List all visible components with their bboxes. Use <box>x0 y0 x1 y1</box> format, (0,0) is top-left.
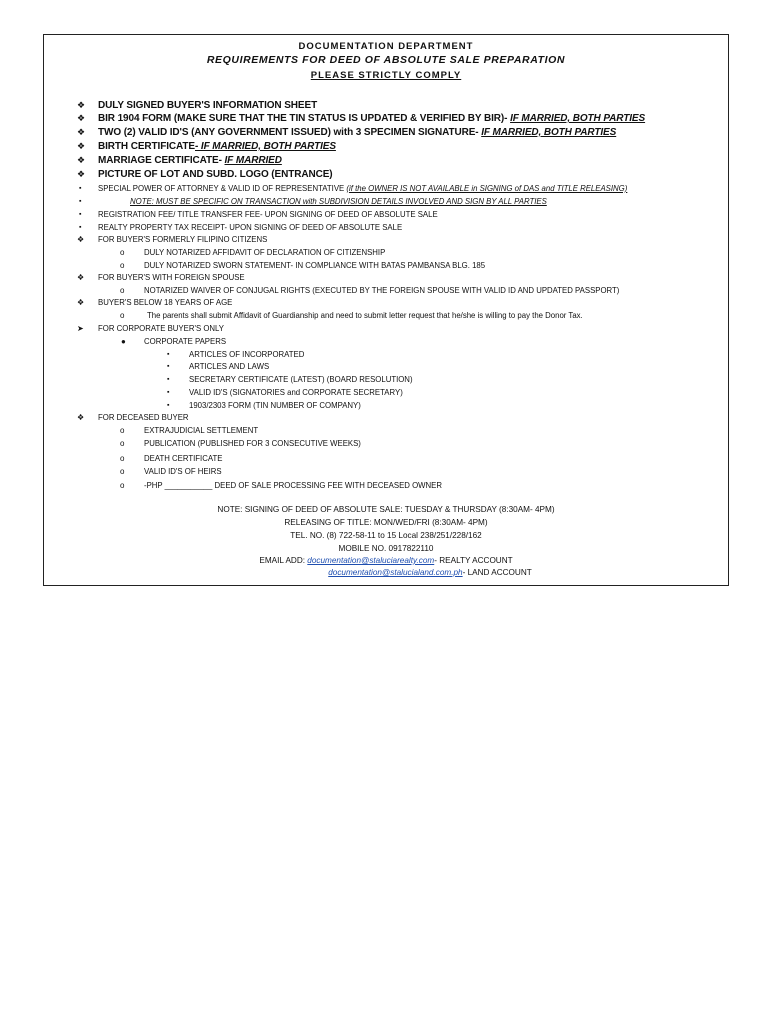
signing-schedule: NOTE: SIGNING OF DEED OF ABSOLUTE SALE: TUESDAY & THURSDAY (8:30AM- 4PM) <box>217 505 555 514</box>
email-realty-suffix: - REALTY ACCOUNT <box>434 556 513 565</box>
square-bullet-icon: ▪ <box>79 224 82 231</box>
requirement-item: BIRTH CERTIFICATE- IF MARRIED, BOTH PARTIES <box>98 141 336 152</box>
square-bullet-icon: ▪ <box>79 198 82 205</box>
email-link-land[interactable]: documentation@stalucialand.com.ph <box>328 568 463 577</box>
requirement-item: SPECIAL POWER OF ATTORNEY & VALID ID OF REPRESENTATIVE (if the OWNER IS NOT AVAILABLE in SIGNING of DAS and TITLE RELEASING) <box>98 184 628 193</box>
circle-bullet-icon: o <box>120 467 125 476</box>
diamond-bullet-icon: ❖ <box>77 155 86 165</box>
section-heading: FOR BUYER'S FORMERLY FILIPINO CITIZENS <box>98 235 268 244</box>
circle-bullet-icon: o <box>120 454 125 463</box>
requirement-item: REALTY PROPERTY TAX RECEIPT- UPON SIGNING OF DEED OF ABSOLUTE SALE <box>98 223 403 232</box>
sub-item: The parents shall submit Affidavit of Guardianship and need to submit letter request that he/she is willing to pay the Donor Tax. <box>147 311 583 320</box>
section-heading: BUYER'S BELOW 18 YEARS OF AGE <box>98 298 233 307</box>
circle-bullet-icon: o <box>120 248 125 257</box>
requirement-item: REGISTRATION FEE/ TITLE TRANSFER FEE- UPON SIGNING OF DEED OF ABSOLUTE SALE <box>98 210 438 219</box>
arrow-bullet-icon: ➤ <box>77 324 84 333</box>
mobile-number: MOBILE NO. 0917822110 <box>338 544 434 553</box>
email-line-realty <box>44 556 728 565</box>
telephone-number: TEL. NO. (8) 722-58-11 to 15 Local 238/251/228/162 <box>290 531 482 540</box>
requirement-note: NOTE: MUST BE SPECIFIC ON TRANSACTION with SUBDIVISION DETAILS INVOLVED AND SIGN BY ALL PARTIES <box>130 197 547 206</box>
requirement-item: PICTURE OF LOT AND SUBD. LOGO (ENTRANCE) <box>98 169 333 180</box>
square-bullet-icon: ▪ <box>167 389 170 396</box>
section-heading: FOR DECEASED BUYER <box>98 413 189 422</box>
releasing-schedule: RELEASING OF TITLE: MON/WED/FRI (8:30AM- 4PM) <box>284 518 488 527</box>
sub-item: DULY NOTARIZED AFFIDAVIT OF DECLARATION OF CITIZENSHIP <box>144 248 386 257</box>
requirements-document <box>43 34 729 586</box>
circle-bullet-icon: o <box>120 261 125 270</box>
corporate-paper-item: 1903/2303 FORM (TIN NUMBER OF COMPANY) <box>189 401 361 410</box>
requirement-item: MARRIAGE CERTIFICATE- IF MARRIED <box>98 155 282 166</box>
sub-item: DEATH CERTIFICATE <box>144 454 223 463</box>
document-title: REQUIREMENTS FOR DEED OF ABSOLUTE SALE PREPARATION <box>206 54 566 66</box>
email-land-suffix: - LAND ACCOUNT <box>462 568 532 577</box>
diamond-bullet-icon: ❖ <box>77 127 86 137</box>
square-bullet-icon: ▪ <box>167 402 170 409</box>
department-heading: DOCUMENTATION DEPARTMENT <box>298 41 474 52</box>
sub-item: VALID ID'S OF HEIRS <box>144 467 222 476</box>
email-line-land <box>44 568 728 577</box>
requirement-item: TWO (2) VALID ID'S (ANY GOVERNMENT ISSUED) with 3 SPECIMEN SIGNATURE- IF MARRIED, BOTH PARTIES <box>98 127 617 138</box>
square-bullet-icon: ▪ <box>167 363 170 370</box>
corporate-paper-item: VALID ID'S (SIGNATORIES and CORPORATE SECRETARY) <box>189 388 403 397</box>
diamond-bullet-icon: ❖ <box>77 113 86 123</box>
circle-bullet-icon: o <box>120 311 125 320</box>
square-bullet-icon: ▪ <box>79 185 82 192</box>
circle-bullet-icon: o <box>120 481 125 490</box>
circle-bullet-icon: o <box>120 426 125 435</box>
section-heading: FOR CORPORATE BUYER'S ONLY <box>98 324 224 333</box>
diamond-bullet-icon: ❖ <box>77 100 86 110</box>
sub-item: CORPORATE PAPERS <box>144 337 227 346</box>
sub-item: PUBLICATION (PUBLISHED FOR 3 CONSECUTIVE WEEKS) <box>144 439 361 448</box>
requirement-item: DULY SIGNED BUYER'S INFORMATION SHEET <box>98 100 318 111</box>
sub-item: DULY NOTARIZED SWORN STATEMENT- IN COMPLIANCE WITH BATAS PAMBANSA BLG. 185 <box>144 261 486 270</box>
sub-item: EXTRAJUDICIAL SETTLEMENT <box>144 426 259 435</box>
email-label: EMAIL ADD: <box>259 556 308 565</box>
square-bullet-icon: ▪ <box>167 376 170 383</box>
email-link-realty[interactable]: documentation@staluciarealty.com <box>307 556 435 565</box>
sub-item: NOTARIZED WAIVER OF CONJUGAL RIGHTS (EXECUTED BY THE FOREIGN SPOUSE WITH VALID ID AND UPDATED PASSPORT) <box>144 286 620 295</box>
diamond-bullet-icon: ❖ <box>77 413 85 422</box>
section-heading: FOR BUYER'S WITH FOREIGN SPOUSE <box>98 273 245 282</box>
requirement-item: BIR 1904 FORM (MAKE SURE THAT THE TIN STATUS IS UPDATED & VERIFIED BY BIR)- IF MARRIED, BOTH PARTIES <box>98 113 646 124</box>
square-bullet-icon: ▪ <box>79 211 82 218</box>
corporate-paper-item: ARTICLES AND LAWS <box>189 362 270 371</box>
corporate-paper-item: SECRETARY CERTIFICATE (LATEST) (BOARD RESOLUTION) <box>189 375 413 384</box>
diamond-bullet-icon: ❖ <box>77 298 85 307</box>
square-bullet-icon: ▪ <box>167 351 170 358</box>
filled-dot-bullet-icon: ● <box>121 337 126 346</box>
diamond-bullet-icon: ❖ <box>77 141 86 151</box>
corporate-paper-item: ARTICLES OF INCORPORATED <box>189 350 305 359</box>
diamond-bullet-icon: ❖ <box>77 273 85 282</box>
circle-bullet-icon: o <box>120 439 125 448</box>
comply-notice: PLEASE STRICTLY COMPLY <box>310 70 462 81</box>
sub-item: -PHP ___________ DEED OF SALE PROCESSING FEE WITH DECEASED OWNER <box>144 481 442 490</box>
diamond-bullet-icon: ❖ <box>77 235 85 244</box>
diamond-bullet-icon: ❖ <box>77 169 86 179</box>
circle-bullet-icon: o <box>120 286 125 295</box>
